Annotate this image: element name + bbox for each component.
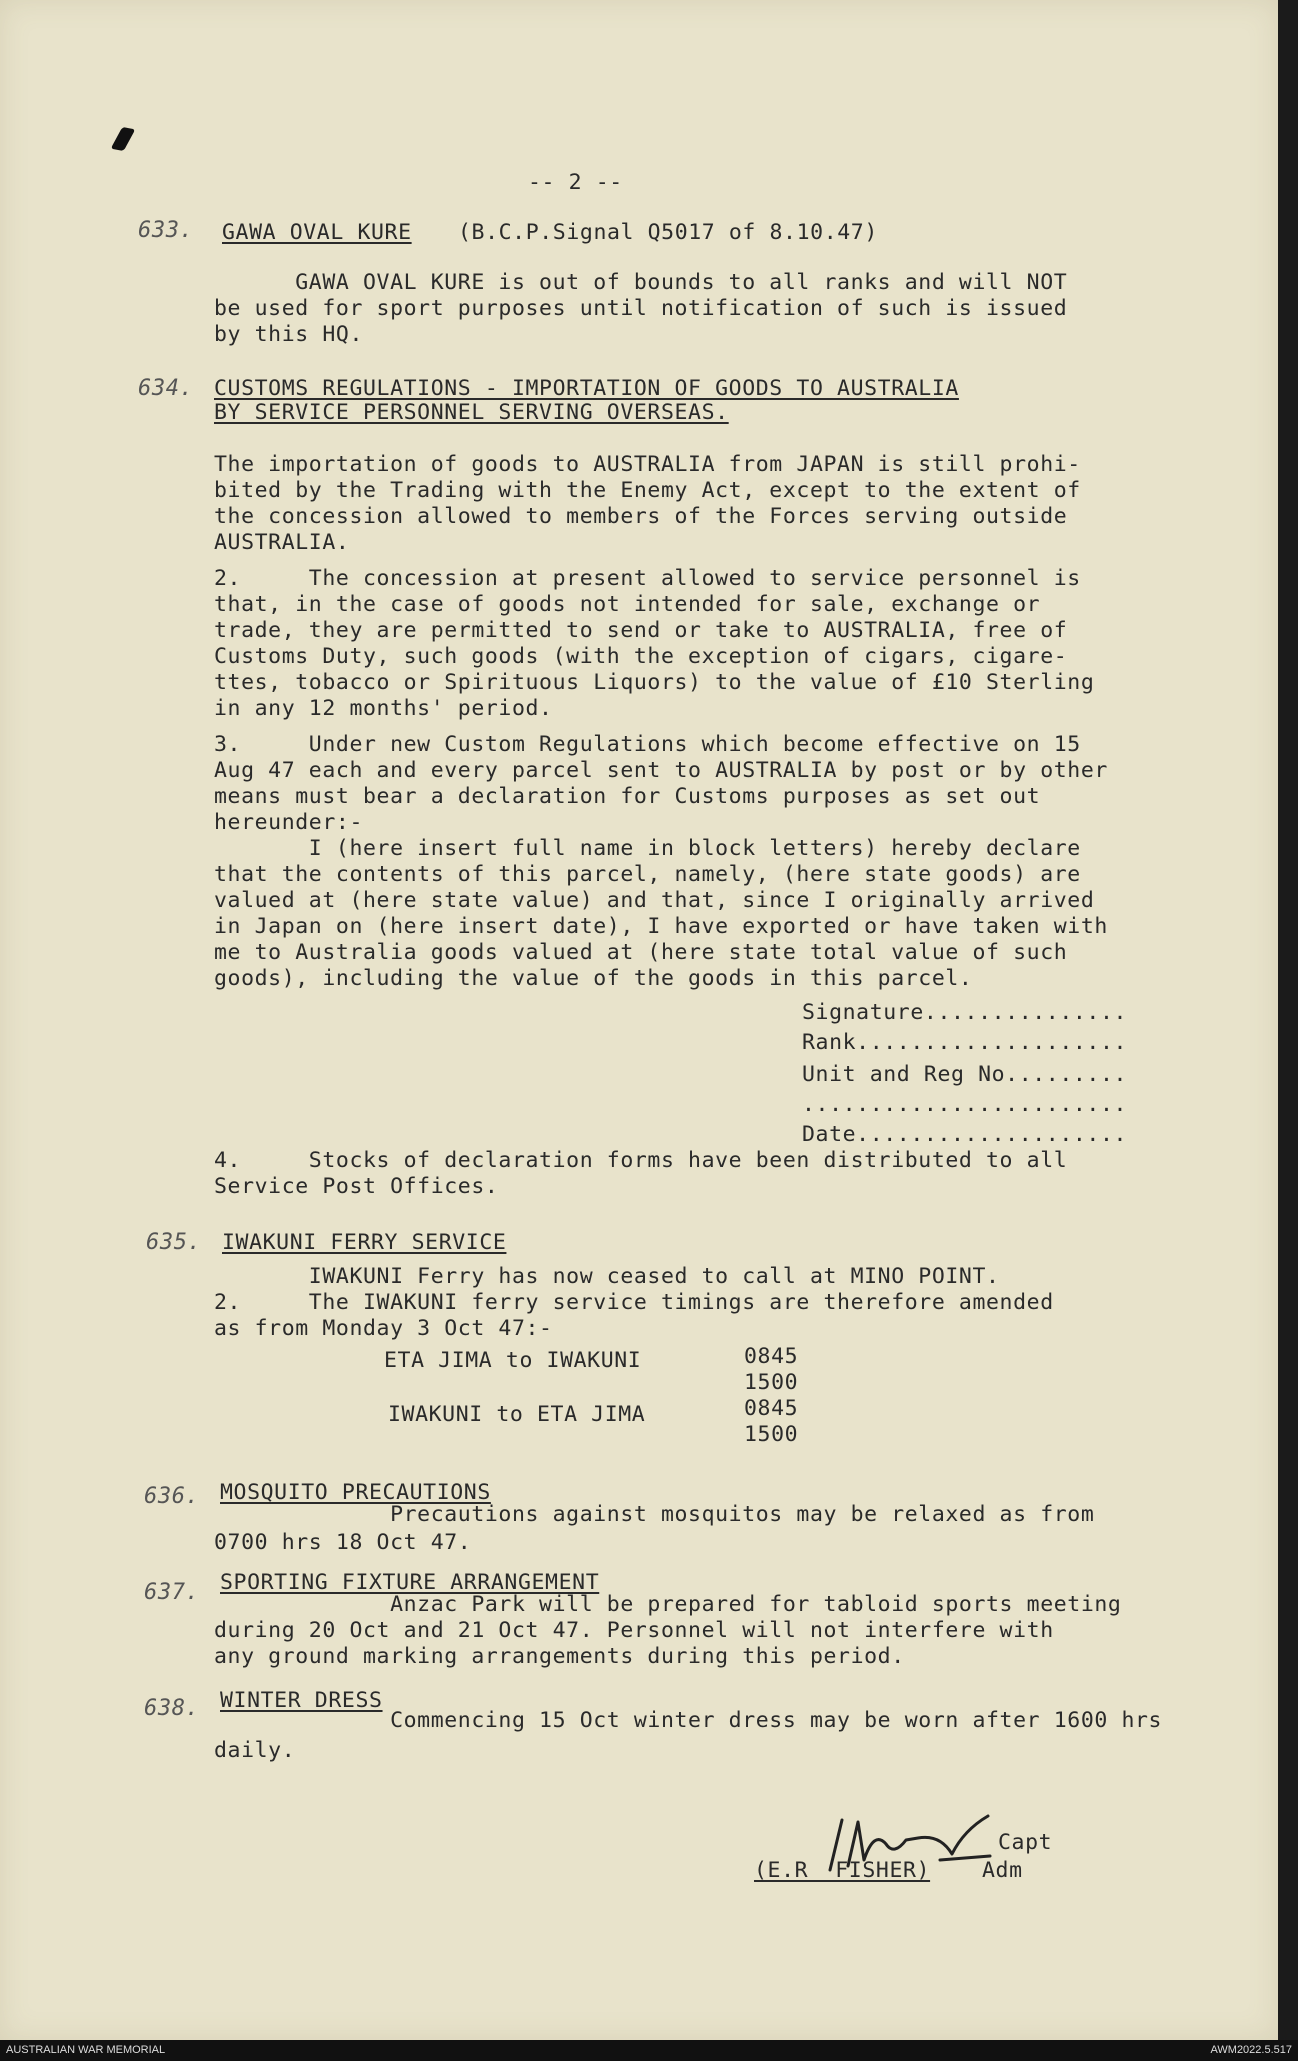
signature-name: (E.R FISHER) — [754, 1858, 931, 1883]
item-634-p2-line-6: in any 12 months' period. — [214, 696, 553, 721]
item-638-line-1: Commencing 15 Oct winter dress may be worn after 1600 hrs — [214, 1708, 1163, 1733]
item-634-p1-line-1: The importation of goods to AUSTRALIA from JAPAN is still prohi- — [214, 452, 1081, 477]
item-636-heading: MOSQUITO PRECAUTIONS — [220, 1480, 491, 1505]
item-636-line-2: 0700 hrs 18 Oct 47. — [214, 1530, 472, 1555]
signature-role: Adm — [982, 1858, 1023, 1883]
item-633-ref: (B.C.P.Signal Q5017 of 8.10.47) — [458, 220, 878, 245]
item-634-number: 634. — [138, 376, 194, 401]
item-634-heading-2: BY SERVICE PERSONNEL SERVING OVERSEAS. — [214, 400, 729, 425]
form-unit: Unit and Reg No......... — [802, 1062, 1128, 1087]
item-634-p2-line-5: ttes, tobacco or Spirituous Liquors) to the value of £10 Sterling — [214, 670, 1095, 695]
item-634-p2-line-3: trade, they are permitted to send or take to AUSTRALIA, free of — [214, 618, 1068, 643]
item-634-p4-line-1: 4. Stocks of declaration forms have been distributed to all — [214, 1148, 1068, 1173]
timing-1-time-1: 0845 — [744, 1344, 799, 1369]
item-635-heading: IWAKUNI FERRY SERVICE — [222, 1230, 507, 1255]
item-635-line-2: 2. The IWAKUNI ferry service timings are therefore amended — [214, 1290, 1054, 1315]
item-636-line-1: Precautions against mosquitos may be relaxed as from — [214, 1502, 1095, 1527]
form-blank-line: ........................ — [802, 1092, 1128, 1117]
item-634-heading: CUSTOMS REGULATIONS - IMPORTATION OF GOODS TO AUSTRALIA — [214, 376, 959, 401]
page-number: -- 2 -- — [528, 170, 623, 195]
item-634-p2-line-2: that, in the case of goods not intended for sale, exchange or — [214, 592, 1041, 617]
timing-route-2: IWAKUNI to ETA JIMA — [388, 1402, 646, 1427]
item-634-p3-line-5: I (here insert full name in block letters) hereby declare — [214, 836, 1081, 861]
item-637-line-1: Anzac Park will be prepared for tabloid sports meeting — [214, 1592, 1122, 1617]
timing-2-time-2: 1500 — [744, 1422, 799, 1447]
item-635-line-3: as from Monday 3 Oct 47:- — [214, 1316, 553, 1341]
item-637-line-3: any ground marking arrangements during this period. — [214, 1644, 905, 1669]
item-633-number: 633. — [138, 218, 194, 243]
item-634-p3-line-8: in Japan on (here insert date), I have exported or have taken with — [214, 914, 1108, 939]
form-signature: Signature............... — [802, 1000, 1128, 1025]
footer-reference: AWM2022.5.517 — [1210, 2044, 1292, 2056]
timing-1-time-2: 1500 — [744, 1370, 799, 1395]
item-634-p1-line-2: bited by the Trading with the Enemy Act, except to the extent of — [214, 478, 1081, 503]
form-date: Date.................... — [802, 1122, 1128, 1147]
form-rank: Rank.................... — [802, 1030, 1128, 1055]
item-634-p4-line-2: Service Post Offices. — [214, 1174, 499, 1199]
item-636-number: 636. — [144, 1484, 200, 1509]
item-634-p3-line-1: 3. Under new Custom Regulations which become effective on 15 — [214, 732, 1081, 757]
item-635-number: 635. — [146, 1230, 202, 1255]
item-633-line-1: GAWA OVAL KURE is out of bounds to all ranks and will NOT — [214, 270, 1068, 295]
item-638-number: 638. — [144, 1696, 200, 1721]
timing-route-1: ETA JIMA to IWAKUNI — [384, 1348, 642, 1373]
footer-institution: AUSTRALIAN WAR MEMORIAL — [6, 2044, 166, 2056]
item-634-p3-line-2: Aug 47 each and every parcel sent to AUSTRALIA by post or by other — [214, 758, 1108, 783]
item-633-line-3: by this HQ. — [214, 322, 363, 347]
item-634-p3-line-3: means must bear a declaration for Customs purposes as set out — [214, 784, 1041, 809]
item-634-p2-line-1: 2. The concession at present allowed to service personnel is — [214, 566, 1081, 591]
scan-edge — [1278, 0, 1298, 2040]
item-634-p2-line-4: Customs Duty, such goods (with the exception of cigars, cigare- — [214, 644, 1068, 669]
item-635-line-1: IWAKUNI Ferry has now ceased to call at MINO POINT. — [214, 1264, 1000, 1289]
item-633-line-2: be used for sport purposes until notification of such is issued — [214, 296, 1068, 321]
item-634-p1-line-3: the concession allowed to members of the Forces serving outside — [214, 504, 1068, 529]
signature-rank: Capt — [998, 1830, 1053, 1855]
item-637-number: 637. — [144, 1580, 200, 1605]
item-634-p3-line-6: that the contents of this parcel, namely, (here state goods) are — [214, 862, 1081, 887]
item-638-line-2: daily. — [214, 1738, 296, 1763]
item-637-line-2: during 20 Oct and 21 Oct 47. Personnel will not interfere with — [214, 1618, 1054, 1643]
archive-footer — [0, 2040, 1298, 2061]
item-638-heading: WINTER DRESS — [220, 1688, 383, 1713]
item-634-p1-line-4: AUSTRALIA. — [214, 530, 350, 555]
item-634-p3-line-7: valued at (here state value) and that, since I originally arrived — [214, 888, 1095, 913]
item-634-p3-line-10: goods), including the value of the goods in this parcel. — [214, 966, 973, 991]
ink-mark — [111, 127, 136, 151]
item-634-p3-line-4: hereunder:- — [214, 810, 363, 835]
item-633-heading: GAWA OVAL KURE — [222, 220, 412, 245]
item-634-p3-line-9: me to Australia goods valued at (here state total value of such — [214, 940, 1068, 965]
timing-2-time-1: 0845 — [744, 1396, 799, 1421]
item-637-heading: SPORTING FIXTURE ARRANGEMENT — [220, 1570, 600, 1595]
